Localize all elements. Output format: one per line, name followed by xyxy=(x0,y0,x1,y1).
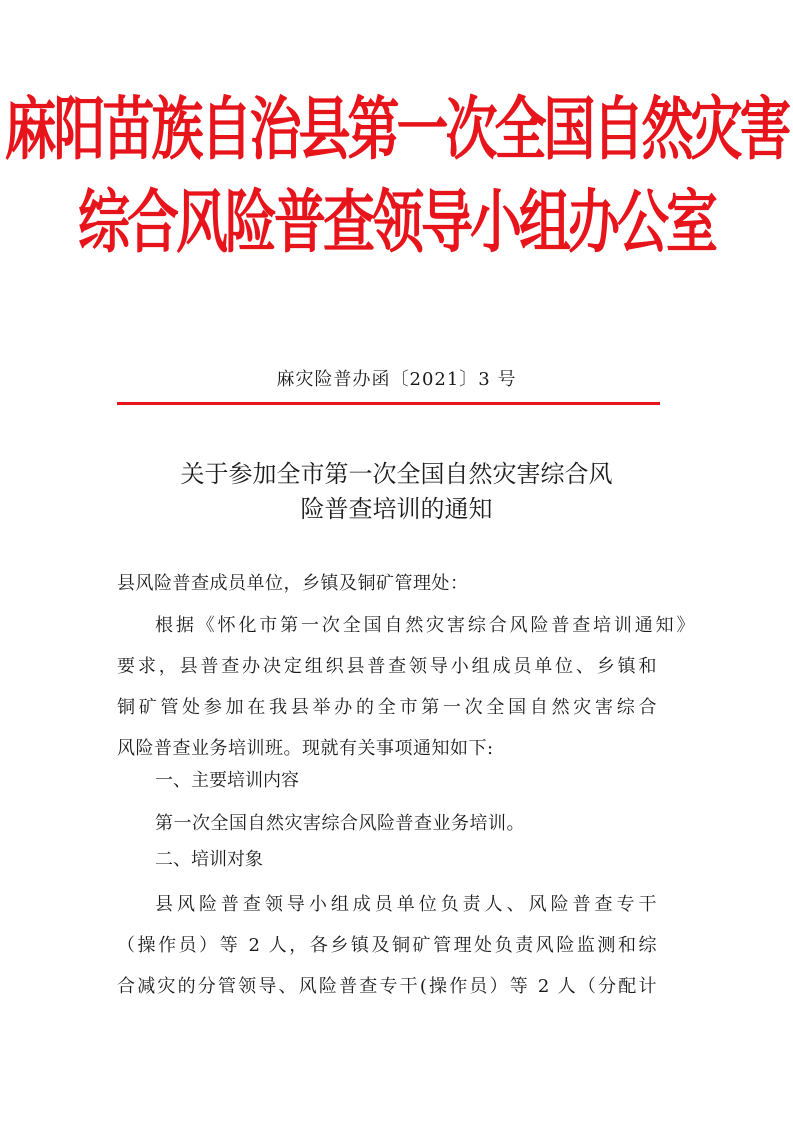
salutation: 县风险普查成员单位，乡镇及铜矿管理处： xyxy=(117,573,469,594)
paragraph-1-line-4: 风险普查业务培训班。现就有关事项通知如下: xyxy=(117,738,494,759)
paragraph-1-line-3: 铜矿管处参加在我县举办的全市第一次全国自然灾害综合 xyxy=(117,697,657,718)
notice-title-line-2: 险普查培训的通知 xyxy=(300,495,493,523)
document-number: 麻灾险普办函〔2021〕3 号 xyxy=(276,369,517,390)
section-1-text: 第一次全国自然灾害综合风险普查业务培训。 xyxy=(155,813,525,834)
paragraph-1-line-1: 根据《怀化市第一次全国自然灾害综合风险普查培训通知》 xyxy=(155,615,695,636)
section-2-line-2: （操作员）等 2 人，各乡镇及铜矿管理处负责风险监测和综 xyxy=(117,935,657,956)
section-1-heading: 一、主要培训内容 xyxy=(155,770,299,791)
header-title-line-2: 综合风险普查领导小组办公室 xyxy=(77,183,715,263)
section-2-line-1: 县风险普查领导小组成员单位负责人、风险普查专干 xyxy=(155,894,657,915)
red-divider-line xyxy=(117,402,660,405)
header-title-line-1: 麻阳苗族自治县第一次全国自然灾害 xyxy=(4,90,789,170)
section-2-line-3: 合减灾的分管领导、风险普查专干(操作员）等 2 人（分配计 xyxy=(117,976,657,997)
paragraph-1-line-2: 要求，县普查办决定组织县普查领导小组成员单位、乡镇和 xyxy=(117,656,657,677)
notice-title-line-1: 关于参加全市第一次全国自然灾害综合风 xyxy=(180,460,613,488)
section-2-heading: 二、培训对象 xyxy=(155,849,263,870)
